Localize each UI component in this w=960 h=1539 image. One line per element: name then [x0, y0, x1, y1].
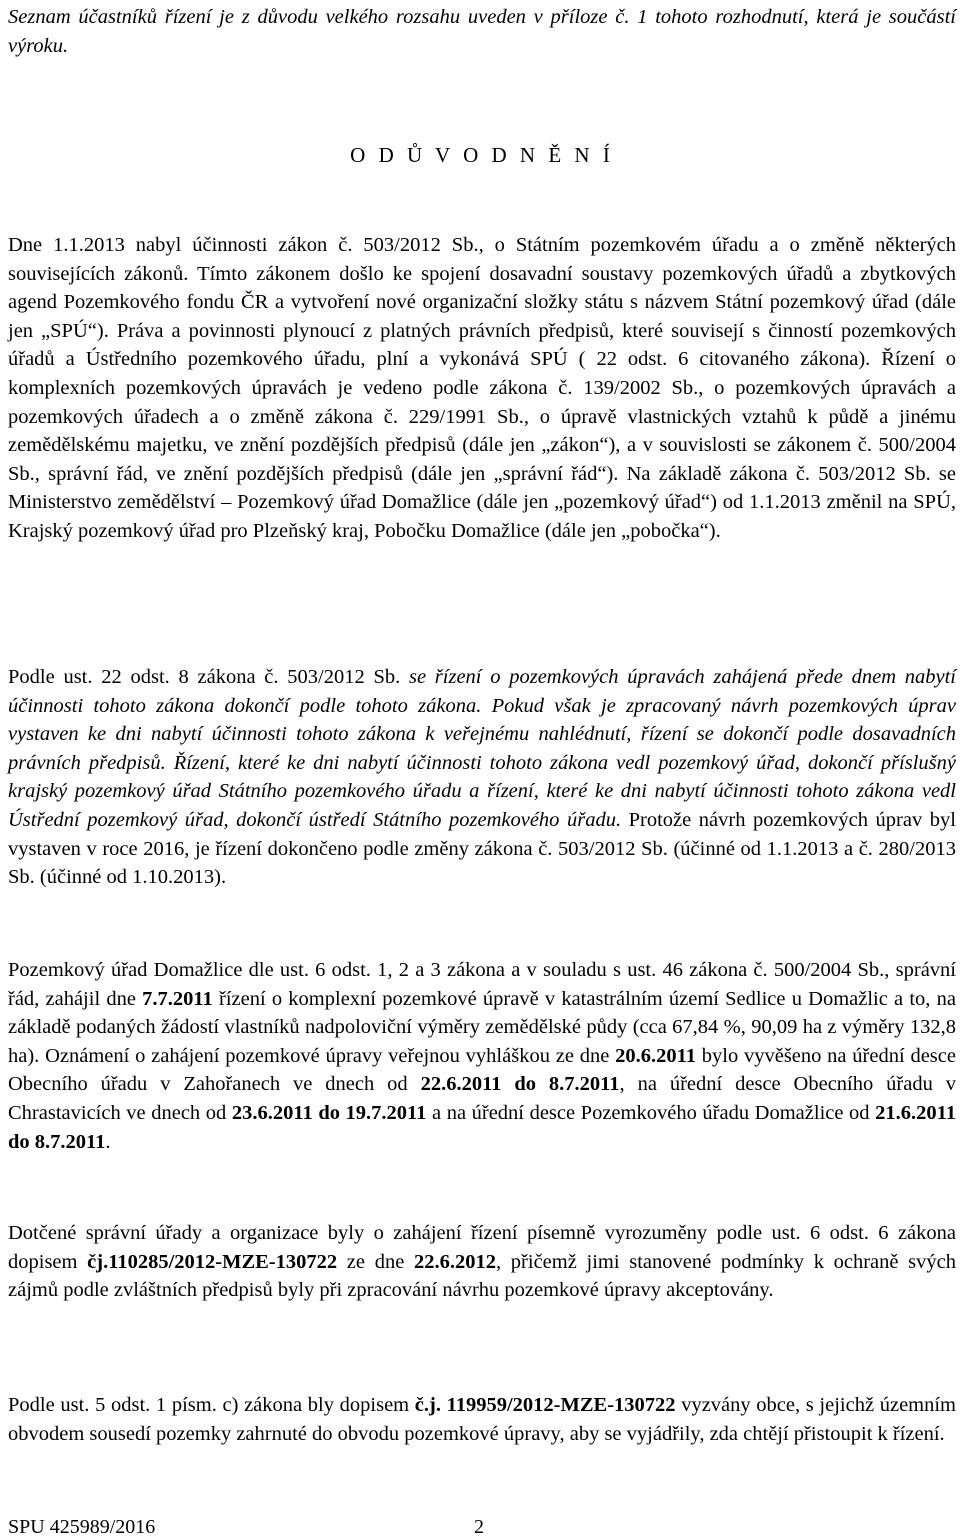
p2-quoted-law: se řízení o pozemkových úpravách zahájená přede dnem nabytí účinnosti tohoto zákona dokončí podle tohoto zákona. Pokud však je zpracovaný návrh pozemkových úprav vystaven ke dni nabytí účinnosti tohoto zákona k veřejnému nahlédnutí, řízení se dokončí podle dosavadních právních předpisů. Řízení, které ke dni nabytí účinnosti tohoto zákona vedl pozemkový úřad, dokončí příslušný krajský pozemkový úřad Státního pozemkového úřadu a řízení, které ke dni nabytí účinnosti tohoto zákona vedl Ústřední pozemkový úřad, dokončí ústředí Státního pozemkového úřadu. [8, 666, 956, 831]
paragraph-municipalities [8, 1391, 956, 1448]
section-heading: O D Ů V O D N Ě N Í [350, 143, 614, 167]
p3-date-range-zahorany: 22.6.2011 do 8.7.2011 [420, 1073, 620, 1096]
p4-date: 22.6.2012 [413, 1250, 496, 1273]
p4-text-2: ze dne [337, 1250, 414, 1273]
intro-paragraph: Seznam účastníků řízení je z důvodu velkého rozsahu uveden v příloze č. 1 tohoto rozhodnutí, která je součástí výroku. [8, 6, 956, 57]
p5-text-2: vyzvány obce, s jejichž územním obvodem sousedí pozemky zahrnuté do obvodu pozemkové úpravy, aby se vyjádřily, zda chtějí přistoupit k řízení. [8, 1394, 956, 1445]
footer-page-number: 2 [474, 1516, 484, 1538]
p4-reference: čj.110285/2012-MZE-130722 [87, 1250, 338, 1273]
p3-text-5: a na úřední desce Pozemkového úřadu Domažlice od [426, 1101, 876, 1124]
p3-text-4: , na úřední desce Obecního úřadu v Chrastavicích ve dnech od [8, 1073, 956, 1124]
p3-date-range-chrastavice: 23.6.2011 do 19.7.2011 [231, 1101, 427, 1124]
footer-doc-number: SPU 425989/2016 [8, 1516, 156, 1538]
p3-date-notice: 20.6.2011 [615, 1044, 696, 1067]
p2-conclusion: Protože návrh pozemkových úprav byl vystaven v roce 2016, je řízení dokončeno podle změny zákona č. 503/2012 Sb. (účinné od 1.1.2013 a č. 280/2013 Sb. (účinné od 1.10.2013). [8, 808, 956, 889]
p4-text-3: , přičemž jimi stanovené podmínky k ochraně svých zájmů podle zvláštních předpisů byly při zpracování návrhu pozemkové úpravy akceptovány. [8, 1250, 957, 1302]
paragraph-authorities [8, 1219, 956, 1305]
p5-reference: č.j. 119959/2012-MZE-130722 [414, 1394, 676, 1416]
paragraph-spu-transformation: Dne 1.1.2013 nabyl účinnosti zákon č. 503/2012 Sb., o Státním pozemkovém úřadu a o změně některých souvisejících zákonů. Tímto zákonem došlo ke spojení dosavadní soustavy pozemkových úřadů a zbytkových agend Pozemkového fondu ČR a vytvoření nové organizační složky státu s názvem Státní pozemkový úřad (dále jen „SPÚ“). Práva a povinnosti plynoucí z platných právních předpisů, které souvisejí s činností pozemkových úřadů a Ústředního pozemkového úřadu, plní a vykonává SPÚ ( 22 odst. 6 citovaného zákona). Řízení o komplexních pozemkových úpravách je vedeno podle zákona č. 139/2002 Sb., o pozemkových úpravách a pozemkových úřadech a o změně zákona č. 229/1991 Sb., o úpravě vlastnických vztahů k půdě a jinému zemědělskému majetku, ve znění pozdějších předpisů (dále jen „zákon“), a v souvislosti se zákonem č. 500/2004 Sb., správní řád, ve znění pozdějších předpisů (dále jen „správní řád“). Na základě zákona č. 503/2012 Sb. se Ministerstvo zemědělství – Pozemkový úřad Domažlice (dále jen „pozemkový úřad“) od 1.1.2013 změnil na SPÚ, Krajský pozemkový úřad pro Plzeňský kraj, Pobočku Domažlice (dále jen „pobočka“). [8, 234, 956, 542]
p3-date-start: 7.7.2011 [142, 987, 213, 1010]
p5-text-1: Podle ust. 5 odst. 1 písm. c) zákona bly dopisem [8, 1394, 415, 1416]
p3-text-6: . [105, 1130, 111, 1153]
p4-text-1: Dotčené správní úřady a organizace byly o zahájení řízení písemně vyrozuměny podle ust. 6 odst. 6 zákona dopisem [8, 1222, 956, 1273]
paragraph-commencement [8, 956, 956, 1156]
paragraph-transition-provision [8, 663, 956, 892]
p3-text-3: bylo vyvěšeno na úřední desce Obecního úřadu v Zahořanech ve dnech od [8, 1044, 956, 1096]
p3-date-range-pu: 21.6.2011 do 8.7.2011 [8, 1101, 957, 1153]
p3-text-2: řízení o komplexní pozemkové úpravě v katastrálním území Sedlice u Domažlic a to, na základě podaných žádostí vlastníků nadpoloviční výměry zemědělské půdy (cca 67,84 %, 90,09 ha z výměry 132,8 ha). Oznámení o zahájení pozemkové úpravy veřejnou vyhláškou ze dne [8, 987, 956, 1067]
p3-text-1: Pozemkový úřad Domažlice dle ust. 6 odst. 1, 2 a 3 zákona a v souladu s ust. 46 zákona č. 500/2004 Sb., správní řád, zahájil dne [8, 959, 956, 1010]
p2-lead: Podle ust. 22 odst. 8 zákona č. 503/2012 Sb. [8, 666, 409, 688]
